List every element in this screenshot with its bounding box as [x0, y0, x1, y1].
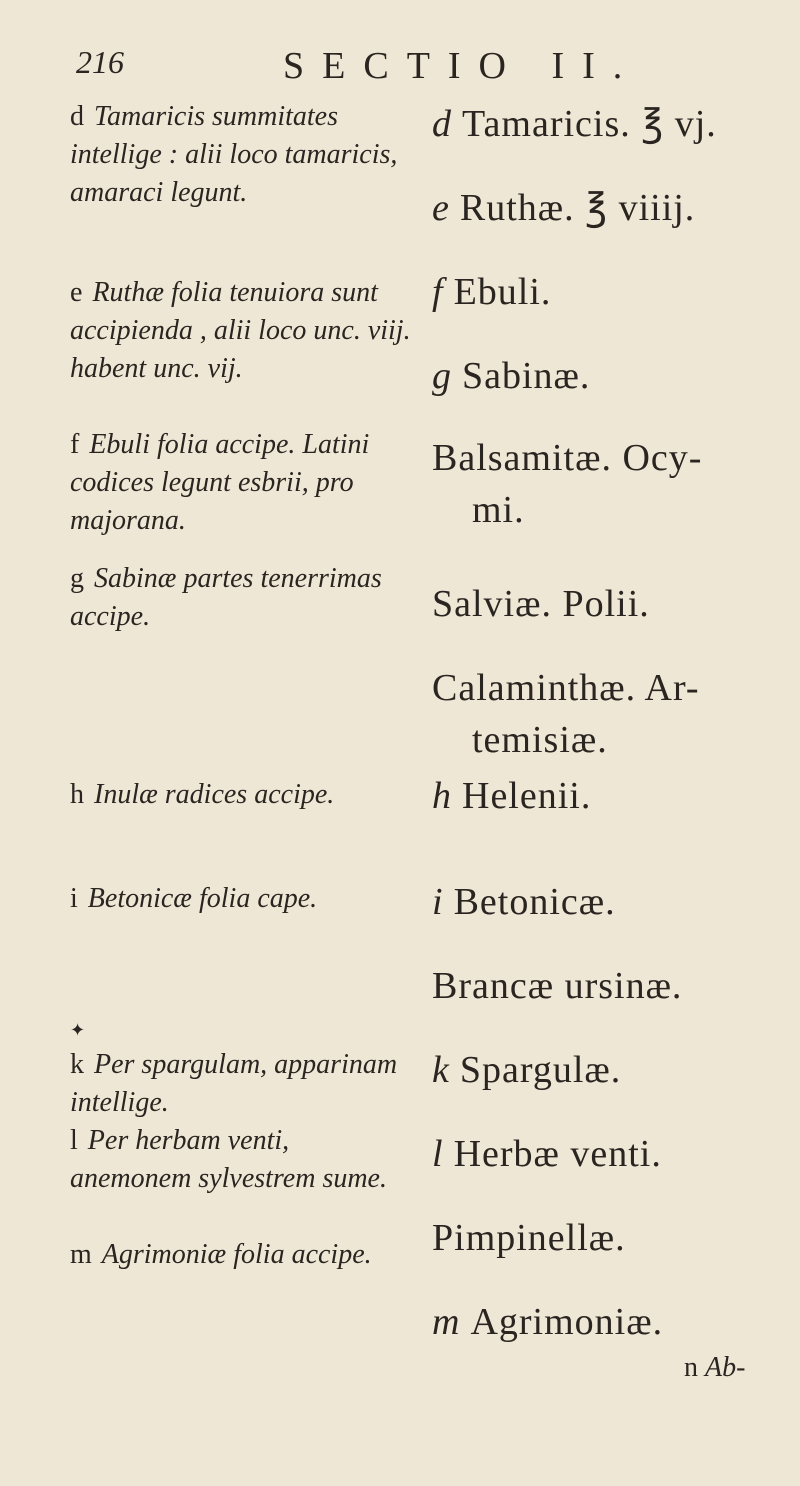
entry-betonicae: i Betonicæ.: [432, 881, 616, 923]
note-g: g Sabinæ partes tenerrimas accipe.: [70, 563, 382, 632]
entry-balsamitae: Balsamitæ. Ocy- mi.: [432, 437, 703, 531]
entry-pimpinellae: Pimpinellæ.: [432, 1217, 626, 1259]
entry-helenii: h Helenii.: [432, 775, 592, 817]
entry-ruthae: e Ruthæ. ℥ viiij.: [432, 187, 696, 229]
note-m: m Agrimoniæ folia accipe.: [70, 1239, 372, 1270]
entry-brancae: Brancæ ursinæ.: [432, 965, 683, 1007]
entry-herbae-venti: l Herbæ venti.: [432, 1133, 662, 1175]
note-k: k Per spargulam, apparinam intellige.: [70, 1049, 398, 1118]
page-header: [0, 44, 800, 104]
entry-salviae: Salviæ. Polii.: [432, 583, 650, 625]
note-l: l Per herbam venti, anemonem sylvestrem sume.: [70, 1125, 387, 1194]
entry-ebuli: f Ebuli.: [432, 271, 552, 313]
entry-calaminthae: Calaminthæ. Ar- temisiæ.: [432, 667, 700, 761]
entry-agrimoniae: m Agrimoniæ.: [432, 1301, 664, 1343]
page-number: 216: [76, 44, 124, 80]
catchword: n Ab-: [684, 1352, 746, 1383]
note-d: d Tamaricis summitates intellige : alii loco tamaricis, amaraci legunt.: [70, 101, 398, 208]
running-title: SECTIO II.: [283, 45, 641, 87]
note-i: i Betonicæ folia cape.: [70, 883, 318, 914]
ornament-icon: ✦: [70, 1020, 86, 1040]
note-h: h Inulæ radices accipe.: [70, 779, 335, 810]
note-e: e Ruthæ folia tenuiora sunt accipienda , alii loco unc. viij. habent unc. vij.: [70, 277, 411, 384]
note-f: f Ebuli folia accipe. Latini codices legunt esbrii, pro majorana.: [70, 429, 370, 536]
entry-tamaricis: d Tamaricis. ℥ vj.: [432, 103, 717, 145]
entry-sabinae: g Sabinæ.: [432, 355, 591, 397]
entry-spargulae: k Spargulæ.: [432, 1049, 622, 1091]
